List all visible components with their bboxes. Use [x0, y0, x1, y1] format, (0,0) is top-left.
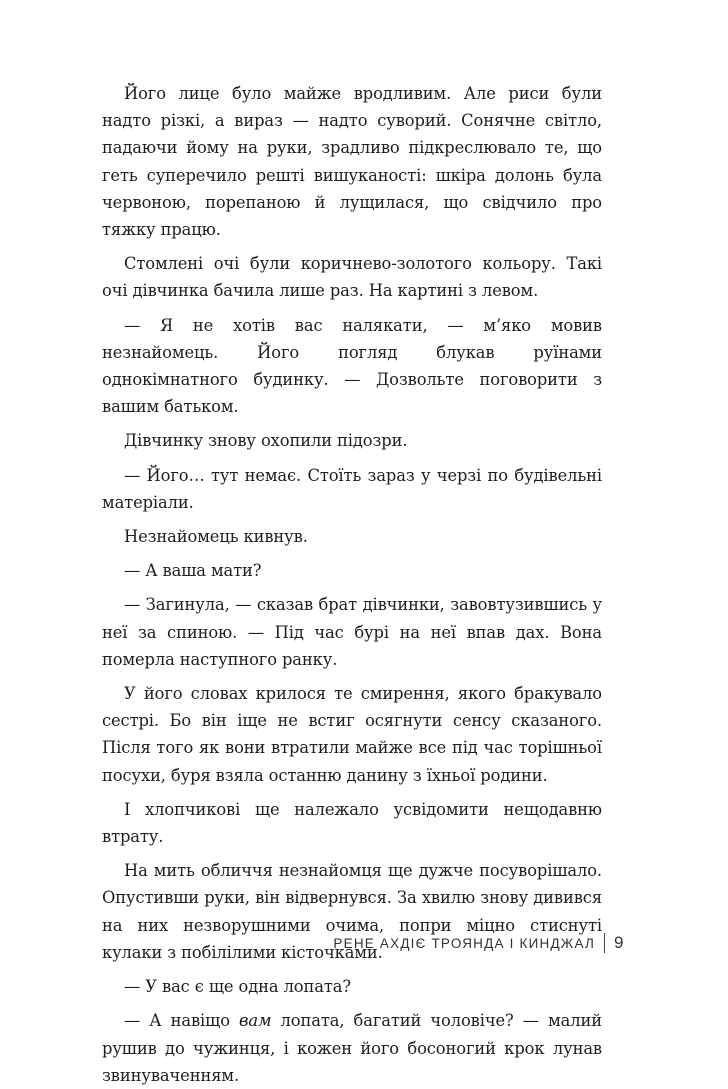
emphasis-word: вам [239, 1011, 272, 1031]
paragraph-13: — А навіщо вам лопата, багатий чоловіче? — малий рушив до чужинця, і кожен його босоногий крок лунав звинуваченням. [102, 1011, 602, 1085]
paragraph-8: — Загинула, — сказав брат дівчинки, завовтузившись у неї за спиною. — Під час бурі на неї впав дах. Вона померла наступного ранку. [102, 595, 602, 669]
page-footer [333, 931, 624, 955]
paragraph-6: Незнайомець кивнув. [124, 527, 308, 547]
paragraph-3: — Я не хотів вас налякати, — м’яко мовив незнайомець. Його погляд блукав руїнами однокімнатного будинку. — Дозвольте поговорити з вашим батьком. [102, 315, 602, 417]
footer-divider [604, 933, 605, 953]
paragraph-10: І хлопчикові ще належало усвідомити нещодавню втрату. [102, 799, 602, 847]
paragraph-5: — Його… тут немає. Стоїть зараз у черзі по будівельні матеріали. [102, 465, 602, 512]
paragraph-7: — А ваша мати? [124, 561, 262, 581]
paragraph-11: На мить обличчя незнайомця ще дужче посуворішало. Опустивши руки, він відвернувся. За хвилю знову дивився на них незворушними очима, попри міцно стиснуті кулаки з побілілими кісточками. [102, 861, 602, 962]
paragraph-12: — У вас є ще одна лопата? [124, 977, 352, 997]
paragraph-2: Стомлені очі були коричнево-золотого кольору. Такі очі дівчинка бачила лише раз. На картині з левом. [102, 254, 602, 301]
page-number: 9 [614, 933, 624, 952]
paragraph-1: Його лице було майже вродливим. Але риси були надто різкі, а вираз — надто суворий. Сонячне світло, падаючи йому на руки, зрадливо підкреслювало те, що геть суперечило решті вишуканості: шкіра долонь була червоною, порепаною й лущилася, що свідчило про тяжку працю. [102, 84, 602, 240]
paragraph-4: Дівчинку знову охопили підозри. [124, 431, 408, 451]
running-head: РЕНЕ АХДІЄ ТРОЯНДА І КИНДЖАЛ [333, 935, 596, 951]
paragraph-9: У його словах крилося те смирення, якого бракувало сестрі. Бо він іще не встиг осягнути сенсу сказаного. Після того як вони втратили майже все під час торішньої посухи, буря взяла останню данину з їхньої родини. [102, 684, 602, 785]
